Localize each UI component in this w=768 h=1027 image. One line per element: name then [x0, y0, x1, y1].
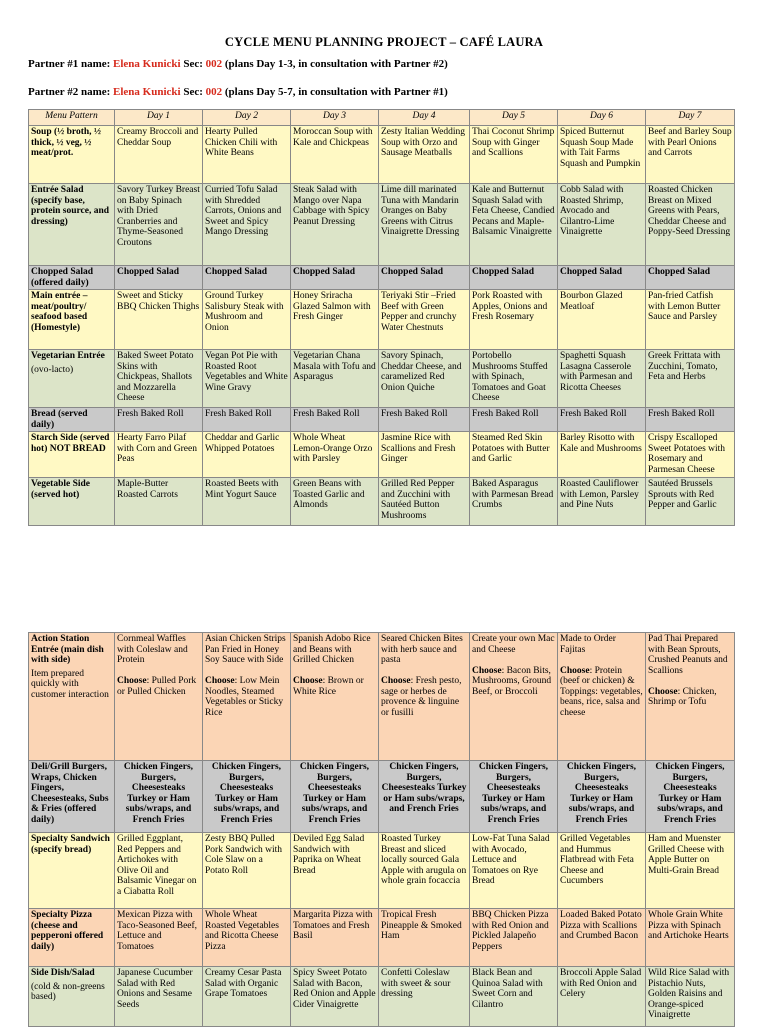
choose-options: : Brown or White Rice [293, 676, 364, 697]
choose-label: Choose [472, 665, 502, 676]
menu-table-top [28, 109, 735, 526]
header-day-2: Day 2 [203, 110, 291, 126]
partner-1-sec-label: Sec: [180, 58, 206, 70]
menu-cell: Fresh Baked Roll [379, 408, 470, 432]
menu-cell: Spicy Sweet Potato Salad with Bacon, Red Onion and Apple Cider Vinaigrette [291, 967, 379, 1027]
row-action-station [29, 633, 735, 761]
row-label: Bread (served daily) [29, 408, 115, 432]
menu-cell-text: Made to Order Fajitas [560, 634, 616, 655]
partner-2-note: (plans Day 5-7, in consultation with Partner #1) [222, 86, 448, 98]
row-label [29, 633, 115, 761]
menu-cell: Spaghetti Squash Lasagna Casserole with Parmesan and Ricotta Cheeses [558, 350, 646, 408]
menu-cell: Pork Roasted with Apples, Onions and Fresh Rosemary [470, 290, 558, 350]
menu-cell: Grilled Eggplant, Red Peppers and Artichokes with Olive Oil and Balsamic Vinegar on a Ciabatta Roll [115, 833, 203, 909]
partner-1-name: Elena Kunicki [113, 58, 181, 70]
row-label-text: Action Station Entrée (main dish with side) [31, 634, 104, 665]
row-label: Specialty Sandwich (specify bread) [29, 833, 115, 909]
menu-cell: Savory Turkey Breast on Baby Spinach with Dried Cranberries and Thyme-Seasoned Croutons [115, 184, 203, 266]
menu-cell: Grilled Red Pepper and Zucchini with Sautéed Button Mushrooms [379, 478, 470, 526]
choose-label: Choose [560, 665, 590, 676]
menu-cell: Hearty Farro Pilaf with Corn and Green Peas [115, 432, 203, 478]
row-label: Specialty Pizza (cheese and pepperoni offered daily) [29, 909, 115, 967]
menu-cell: Hearty Pulled Chicken Chili with White Beans [203, 126, 291, 184]
row-entree-salad [29, 184, 735, 266]
menu-cell: Chopped Salad [558, 266, 646, 290]
row-sublabel: (ovo-lacto) [31, 364, 74, 375]
header-day-1: Day 1 [115, 110, 203, 126]
menu-cell: Moroccan Soup with Kale and Chickpeas [291, 126, 379, 184]
menu-cell: Fresh Baked Roll [558, 408, 646, 432]
menu-cell: Chicken Fingers, Burgers, Cheesesteaks Turkey or Ham subs/wraps, and French Fries [470, 761, 558, 833]
menu-cell: Pan-fried Catfish with Lemon Butter Sauce and Parsley [646, 290, 735, 350]
menu-cell [291, 633, 379, 761]
menu-cell: Confetti Coleslaw with sweet & sour dressing [379, 967, 470, 1027]
menu-cell: Vegetarian Chana Masala with Tofu and Asparagus [291, 350, 379, 408]
menu-cell: Fresh Baked Roll [646, 408, 735, 432]
menu-cell: Greek Frittata with Zucchini, Tomato, Feta and Herbs [646, 350, 735, 408]
menu-cell: Loaded Baked Potato Pizza with Scallions and Crumbed Bacon [558, 909, 646, 967]
menu-cell-text: Create your own Mac and Cheese [472, 634, 555, 655]
menu-cell: Fresh Baked Roll [470, 408, 558, 432]
menu-cell: Honey Sriracha Glazed Salmon with Fresh Ginger [291, 290, 379, 350]
choose-options: : Protein (beef or chicken) & Toppings: vegetables, beans, rice, salsa and cheese [560, 665, 643, 718]
menu-cell: Kale and Butternut Squash Salad with Feta Cheese, Candied Pecans and Maple-Balsamic Vinaigrette [470, 184, 558, 266]
row-main-entree [29, 290, 735, 350]
menu-cell: Roasted Cauliflower with Lemon, Parsley and Pine Nuts [558, 478, 646, 526]
menu-cell: Roasted Chicken Breast on Mixed Greens with Pears, Cheddar Cheese and Poppy-Seed Dressing [646, 184, 735, 266]
partner-2-label: Partner #2 name: [28, 86, 114, 98]
menu-cell [470, 633, 558, 761]
menu-cell: Japanese Cucumber Salad with Red Onions and Sesame Seeds [115, 967, 203, 1027]
menu-cell: Creamy Cesar Pasta Salad with Organic Grape Tomatoes [203, 967, 291, 1027]
choose-options: : Low Mein Noodles, Steamed Vegetables or Sticky Rice [205, 676, 284, 718]
menu-cell: Ground Turkey Salisbury Steak with Mushroom and Onion [203, 290, 291, 350]
menu-cell: Chicken Fingers, Burgers, Cheesesteaks Turkey or Ham subs/wraps, and French Fries [379, 761, 470, 833]
menu-cell: Tropical Fresh Pineapple & Smoked Ham [379, 909, 470, 967]
row-specialty-pizza [29, 909, 735, 967]
choose-label: Choose [381, 676, 411, 686]
menu-cell: Chicken Fingers, Burgers, Cheesesteaks Turkey or Ham subs/wraps, and French Fries [203, 761, 291, 833]
row-label: Main entrée – meat/poultry/ seafood based (Homestyle) [29, 290, 115, 350]
menu-cell: Green Beans with Toasted Garlic and Almonds [291, 478, 379, 526]
partner-2-sec: 002 [205, 86, 223, 98]
menu-cell: Chopped Salad [646, 266, 735, 290]
menu-cell: Steak Salad with Mango over Napa Cabbage with Spicy Peanut Dressing [291, 184, 379, 266]
menu-cell: Steamed Red Skin Potatoes with Butter and Garlic [470, 432, 558, 478]
menu-cell: Sautéed Brussels Sprouts with Red Pepper and Garlic [646, 478, 735, 526]
row-label: Deli/Grill Burgers, Wraps, Chicken Fingers, Cheesesteaks, Subs & Fries (offered daily) [29, 761, 115, 833]
menu-cell: Bourbon Glazed Meatloaf [558, 290, 646, 350]
menu-cell: Cheddar and Garlic Whipped Potatoes [203, 432, 291, 478]
menu-cell: Beef and Barley Soup with Pearl Onions and Carrots [646, 126, 735, 184]
menu-cell: Grilled Vegetables and Hummus Flatbread with Feta Cheese and Cucumbers [558, 833, 646, 909]
menu-cell: Broccoli Apple Salad with Red Onion and Celery [558, 967, 646, 1027]
menu-cell [558, 633, 646, 761]
menu-cell: Whole Wheat Lemon-Orange Orzo with Parsley [291, 432, 379, 478]
menu-cell: Cobb Salad with Roasted Shrimp, Avocado and Cilantro-Lime Vinaigrette [558, 184, 646, 266]
menu-cell: Chopped Salad [291, 266, 379, 290]
row-label: Entrée Salad (specify base, protein source, and dressing) [29, 184, 115, 266]
menu-cell: Vegan Pot Pie with Roasted Root Vegetables and White Wine Gravy [203, 350, 291, 408]
menu-cell: Margarita Pizza with Tomatoes and Fresh Basil [291, 909, 379, 967]
menu-cell: Thai Coconut Shrimp Soup with Ginger and Scallions [470, 126, 558, 184]
menu-cell: Chicken Fingers, Burgers, Cheesesteaks Turkey or Ham subs/wraps, and French Fries [115, 761, 203, 833]
menu-cell: Deviled Egg Salad Sandwich with Paprika on Wheat Bread [291, 833, 379, 909]
row-label: Starch Side (served hot) NOT BREAD [29, 432, 115, 478]
menu-cell: Chicken Fingers, Burgers, Cheesesteaks Turkey or Ham subs/wraps, and French Fries [646, 761, 735, 833]
menu-cell: Chopped Salad [203, 266, 291, 290]
menu-cell: Chicken Fingers, Burgers, Cheesesteaks Turkey or Ham subs/wraps, and French Fries [558, 761, 646, 833]
header-day-5: Day 5 [470, 110, 558, 126]
row-vegetarian-entree [29, 350, 735, 408]
menu-cell: Teriyaki Stir –Fried Beef with Green Pepper and crunchy Water Chestnuts [379, 290, 470, 350]
menu-cell: Low-Fat Tuna Salad with Avocado, Lettuce and Tomatoes on Rye Bread [470, 833, 558, 909]
choose-options: : Pulled Pork or Pulled Chicken [117, 676, 197, 697]
menu-cell: Creamy Broccoli and Cheddar Soup [115, 126, 203, 184]
menu-cell: Spiced Butternut Squash Soup Made with Tait Farms Squash and Pumpkin [558, 126, 646, 184]
menu-cell: Chopped Salad [470, 266, 558, 290]
choose-label: Choose [117, 676, 147, 686]
menu-cell: Sweet and Sticky BBQ Chicken Thighs [115, 290, 203, 350]
choose-options: : Bacon Bits, Mushrooms, Ground Beef, or Broccoli [472, 665, 552, 697]
menu-cell: Zesty Italian Wedding Soup with Orzo and Sausage Meatballs [379, 126, 470, 184]
menu-cell: Curried Tofu Salad with Shredded Carrots, Onions and Sweet and Spicy Mango Dressing [203, 184, 291, 266]
menu-cell: BBQ Chicken Pizza with Red Onion and Pickled Jalapeño Peppers [470, 909, 558, 967]
row-sublabel: (cold & non-greens based) [31, 981, 105, 1002]
menu-cell: Wild Rice Salad with Pistachio Nuts, Golden Raisins and Orange-spiced Vinaigrette [646, 967, 735, 1027]
menu-cell: Lime dill marinated Tuna with Mandarin Oranges on Baby Greens with Citrus Vinaigrette Dressing [379, 184, 470, 266]
menu-cell: Fresh Baked Roll [291, 408, 379, 432]
row-label: Vegetable Side (served hot) [29, 478, 115, 526]
menu-cell: Maple-Butter Roasted Carrots [115, 478, 203, 526]
menu-cell: Zesty BBQ Pulled Pork Sandwich with Cole Slaw on a Potato Roll [203, 833, 291, 909]
row-starch-side [29, 432, 735, 478]
menu-cell: Barley Risotto with Kale and Mushrooms [558, 432, 646, 478]
menu-cell: Mexican Pizza with Taco-Seasoned Beef, Lettuce and Tomatoes [115, 909, 203, 967]
partner-1-line [28, 58, 448, 70]
choose-label: Choose [648, 686, 678, 697]
row-deli-grill [29, 761, 735, 833]
row-sublabel: Item prepared quickly with customer interaction [31, 668, 109, 700]
header-menu-pattern: Menu Pattern [29, 110, 115, 126]
choose-label: Choose [205, 676, 235, 686]
partner-2-sec-label: Sec: [180, 86, 206, 98]
menu-cell: Fresh Baked Roll [115, 408, 203, 432]
menu-cell: Black Bean and Quinoa Salad with Sweet Corn and Cilantro [470, 967, 558, 1027]
row-specialty-sandwich [29, 833, 735, 909]
row-chopped-salad [29, 266, 735, 290]
menu-cell: Whole Grain White Pizza with Spinach and Artichoke Hearts [646, 909, 735, 967]
row-label-text: Vegetarian Entrée [31, 351, 105, 361]
menu-cell: Ham and Muenster Grilled Cheese with Apple Butter on Multi-Grain Bread [646, 833, 735, 909]
row-label [29, 350, 115, 408]
menu-cell-text: Seared Chicken Bites with herb sauce and pasta [381, 634, 463, 665]
header-row [29, 110, 735, 126]
menu-cell: Chicken Fingers, Burgers, Cheesesteaks Turkey or Ham subs/wraps, and French Fries [291, 761, 379, 833]
menu-cell: Jasmine Rice with Scallions and Fresh Ginger [379, 432, 470, 478]
menu-cell-text: Pad Thai Prepared with Bean Sprouts, Crushed Peanuts and Scallions [648, 634, 728, 676]
menu-table-bottom [28, 632, 735, 1027]
menu-cell [115, 633, 203, 761]
partner-1-label: Partner #1 name: [28, 58, 114, 70]
menu-cell [646, 633, 735, 761]
menu-cell: Portobello Mushrooms Stuffed with Spinach, Tomatoes and Goat Cheese [470, 350, 558, 408]
row-vegetable-side [29, 478, 735, 526]
row-label-text: Side Dish/Salad [31, 968, 95, 978]
menu-cell: Chopped Salad [115, 266, 203, 290]
partner-2-line [28, 86, 448, 98]
page-title: CYCLE MENU PLANNING PROJECT – CAFÉ LAURA [224, 35, 544, 49]
menu-cell: Fresh Baked Roll [203, 408, 291, 432]
choose-label: Choose [293, 676, 323, 686]
menu-cell: Roasted Turkey Breast and sliced locally sourced Gala Apple with arugula on whole grain focaccia [379, 833, 470, 909]
menu-cell [203, 633, 291, 761]
choose-options: : Fresh pesto, sage or herbes de provence & linguine or fusilli [381, 676, 462, 718]
choose-options: : Chicken, Shrimp or Tofu [648, 686, 717, 707]
menu-cell: Baked Sweet Potato Skins with Chickpeas, Shallots and Mozzarella Cheese [115, 350, 203, 408]
menu-cell-text: Spanish Adobo Rice and Beans with Grilled Chicken [293, 634, 371, 665]
menu-cell: Whole Wheat Roasted Vegetables and Ricotta Cheese Pizza [203, 909, 291, 967]
menu-cell-text: Asian Chicken Strips Pan Fried in Honey Soy Sauce with Side [205, 634, 286, 665]
menu-cell: Savory Spinach, Cheddar Cheese, and caramelized Red Onion Quiche [379, 350, 470, 408]
menu-cell: Roasted Beets with Mint Yogurt Sauce [203, 478, 291, 526]
partner-2-name: Elena Kunicki [113, 86, 181, 98]
header-day-7: Day 7 [646, 110, 735, 126]
row-soup [29, 126, 735, 184]
header-day-4: Day 4 [379, 110, 470, 126]
row-bread [29, 408, 735, 432]
menu-cell: Crispy Escalloped Sweet Potatoes with Rosemary and Parmesan Cheese [646, 432, 735, 478]
row-label: Chopped Salad (offered daily) [29, 266, 115, 290]
header-day-3: Day 3 [291, 110, 379, 126]
row-label: Soup (½ broth, ½ thick, ½ veg, ½ meat/prot. [29, 126, 115, 184]
menu-cell-text: Cornmeal Waffles with Coleslaw and Protein [117, 634, 188, 665]
menu-cell [379, 633, 470, 761]
partner-1-sec: 002 [205, 58, 223, 70]
menu-cell: Baked Asparagus with Parmesan Bread Crumbs [470, 478, 558, 526]
row-side-dish-salad [29, 967, 735, 1027]
row-label [29, 967, 115, 1027]
partner-1-note: (plans Day 1-3, in consultation with Partner #2) [222, 58, 448, 70]
header-day-6: Day 6 [558, 110, 646, 126]
menu-cell: Chopped Salad [379, 266, 470, 290]
